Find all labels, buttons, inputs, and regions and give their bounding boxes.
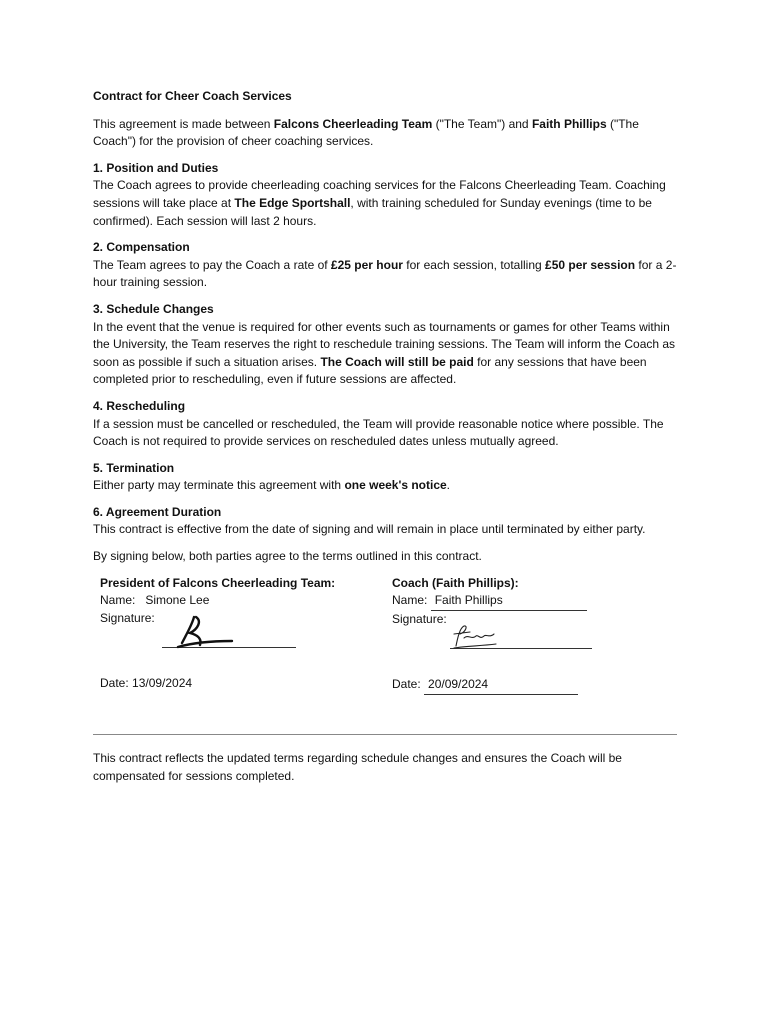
hourly-rate: £25 per hour [330, 257, 403, 272]
team-signature-label: Signature: [100, 610, 155, 625]
section-heading: 3. Schedule Changes [93, 301, 214, 316]
closing-statement: By signing below, both parties agree to the terms outlined in this contract. [93, 549, 482, 564]
coach-name: Faith Phillips [531, 116, 607, 131]
intro-text: This agreement is made between [93, 116, 274, 131]
intro-paragraph [93, 116, 683, 151]
section-agreement-duration [93, 504, 683, 539]
section-rescheduling [93, 398, 683, 451]
coach-name-field: Faith Phillips [431, 592, 587, 611]
section-schedule-changes [93, 301, 683, 389]
team-signatory-heading: President of Falcons Cheerleading Team: [100, 575, 336, 590]
paid-clause: The Coach will still be paid [320, 354, 474, 369]
coach-name-row [392, 592, 672, 611]
coach-signature-mark [450, 622, 500, 652]
section-text: If a session must be cancelled or rescheduled, the Team will provide reasonable notice where possible. The Coach is not required to provide services on rescheduled dates unless mutually agreed. [93, 416, 664, 449]
footer-divider [93, 734, 677, 735]
section-text: for a 2-hour training session. [93, 257, 677, 290]
coach-date-field: 20/09/2024 [424, 676, 578, 695]
document-title: Contract for Cheer Coach Services [93, 89, 292, 103]
section-text: , with training scheduled for Sunday evenings (time to be confirmed). Each session will last 2 hours. [93, 195, 652, 228]
notice-period: one week's notice [344, 478, 447, 493]
section-text: This contract is effective from the date of signing and will remain in place until terminated by either party. [93, 522, 646, 537]
team-signature-column [100, 575, 380, 693]
section-text: The Coach agrees to provide cheerleading coaching services for the Falcons Cheerleading Team. Coaching sessions will take place at [93, 178, 666, 210]
venue-name: The Edge Sportshall [234, 195, 351, 210]
section-text: . [446, 478, 451, 493]
coach-signatory-heading: Coach (Faith Phillips): [392, 575, 519, 590]
section-text: In the event that the venue is required for other events such as tournaments or games for other Teams within the University, the Team reserves the right to reschedule training sessions. The Team will inform the Coach as soon as possible if such a situation arises. [93, 319, 676, 369]
team-signature-area [100, 627, 380, 655]
section-text: Either party may terminate this agreement with [93, 478, 345, 493]
coach-name-label: Name: [392, 593, 428, 608]
intro-text: ("The Coach") for the provision of cheer coaching services. [93, 116, 639, 149]
contract-document [93, 88, 683, 695]
section-heading: 2. Compensation [93, 240, 190, 255]
team-signature-mark [172, 613, 236, 653]
signature-block [93, 575, 683, 695]
section-heading: 1. Position and Duties [93, 160, 219, 175]
section-text: for any sessions that have been completed prior to rescheduling, even if future sessions are affected. [93, 354, 647, 387]
section-compensation [93, 239, 683, 292]
section-termination [93, 460, 683, 495]
section-position-duties [93, 160, 683, 230]
coach-signature-label: Signature: [392, 611, 447, 626]
footer-note: This contract reflects the updated terms regarding schedule changes and ensures the Coach will be compensated for sessions completed. [93, 751, 622, 783]
team-signature-date: Date: 13/09/2024 [100, 676, 193, 691]
team-name: Falcons Cheerleading Team [273, 116, 433, 131]
section-text: The Team agrees to pay the Coach a rate of [93, 257, 331, 272]
coach-signature-column [392, 575, 672, 695]
section-heading: 5. Termination [93, 460, 175, 475]
coach-date-row [392, 676, 672, 695]
session-total: £50 per session [545, 257, 636, 272]
section-heading: 4. Rescheduling [93, 398, 186, 413]
intro-text: ("The Team") and [432, 116, 532, 131]
team-signatory-name: Name: Simone Lee [100, 593, 210, 608]
section-heading: 6. Agreement Duration [93, 504, 222, 519]
section-text: for each session, totalling [402, 257, 546, 272]
coach-signature-area [392, 628, 672, 656]
coach-date-label: Date: [392, 677, 421, 692]
